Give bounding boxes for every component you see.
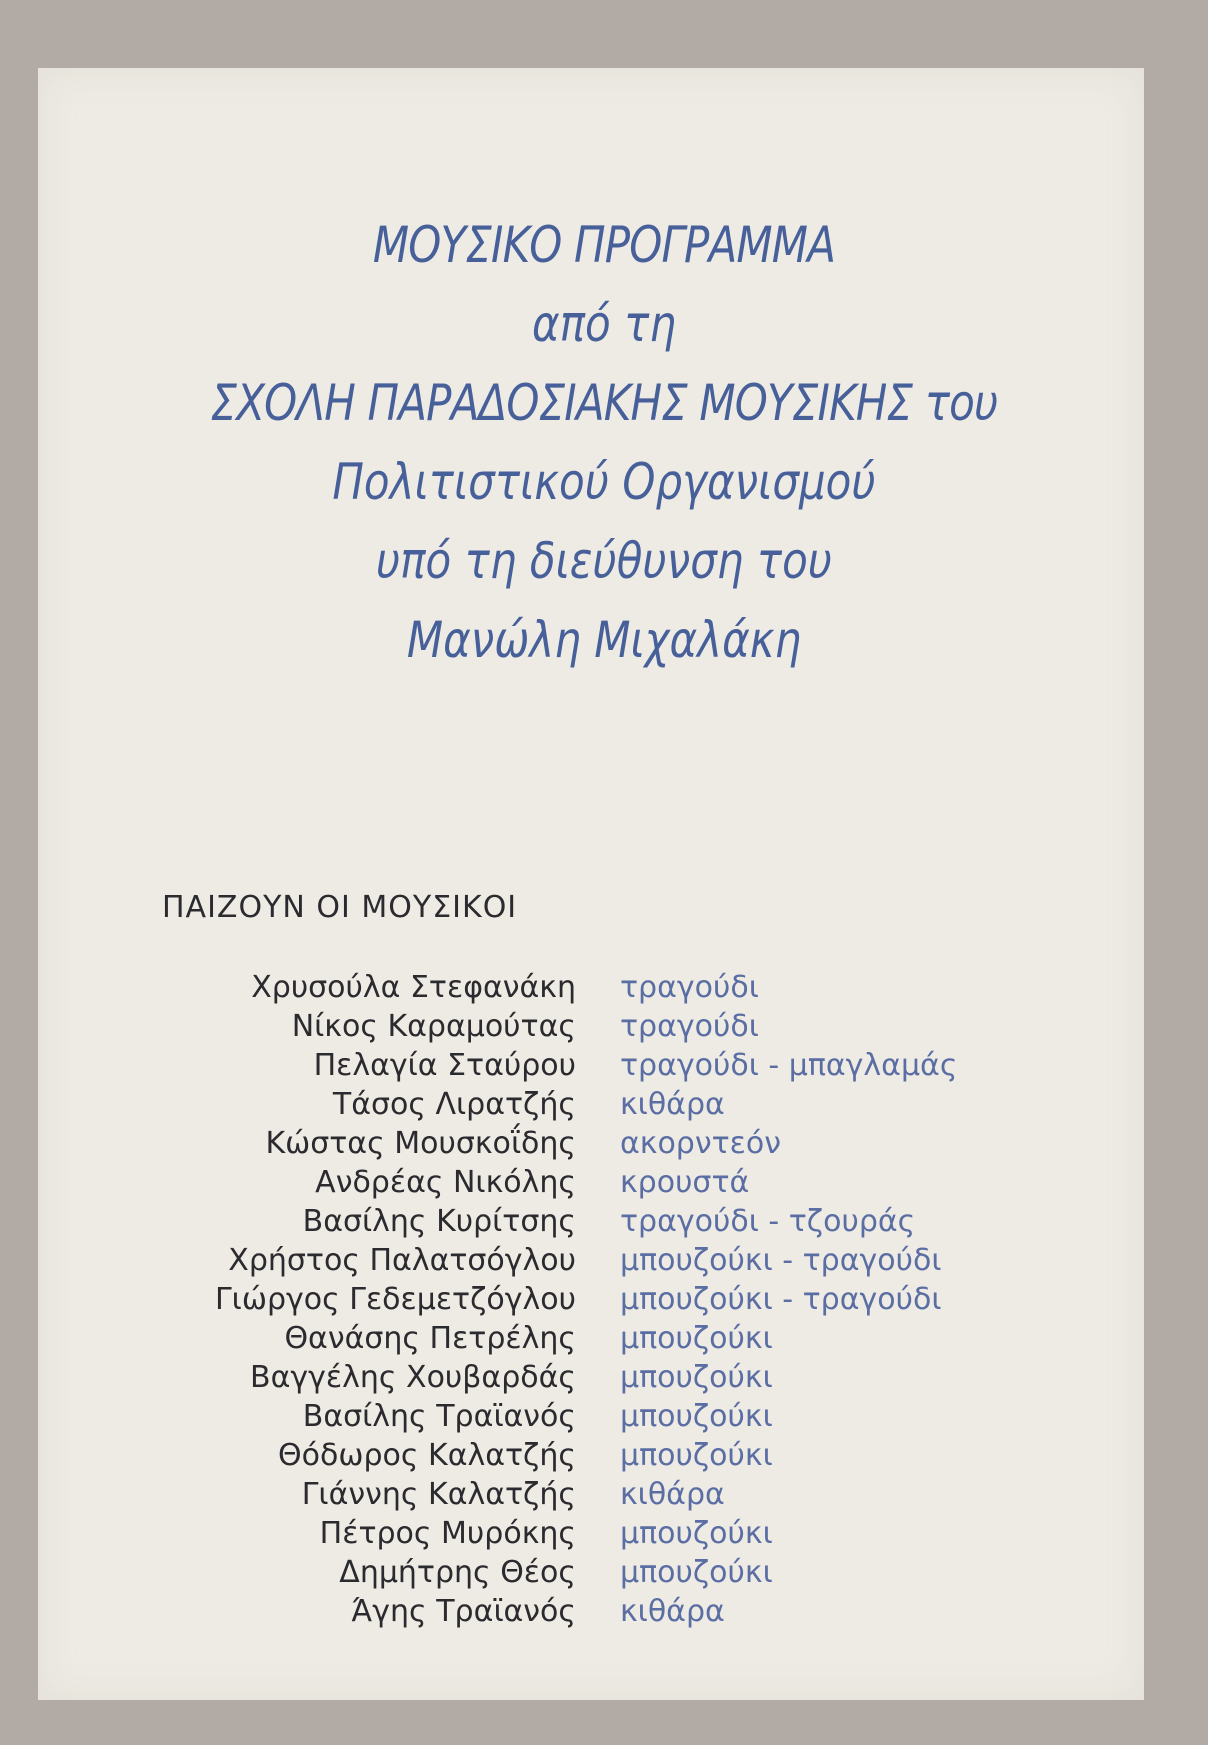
musician-name: Δημήτρης Θέος xyxy=(339,1555,576,1590)
musician-row xyxy=(0,1436,1208,1475)
musician-name: Βασίλης Τραϊανός xyxy=(302,1399,576,1434)
musician-instrument: μπουζούκι xyxy=(620,1555,773,1590)
title-organization: Πολιτιστικού Οργανισμού xyxy=(332,453,876,511)
musician-row xyxy=(0,1202,1208,1241)
musician-instrument: μπουζούκι xyxy=(620,1321,773,1356)
musician-name: Γιώργος Γεδεμετζόγλου xyxy=(214,1282,576,1317)
musician-instrument: μπουζούκι xyxy=(620,1438,773,1473)
musician-instrument: μπουζούκι - τραγούδι xyxy=(620,1243,942,1278)
title-direction: υπό τη διεύθυνση του xyxy=(375,532,833,590)
title-director-name: Μανώλη Μιχαλάκη xyxy=(406,611,802,669)
musician-row xyxy=(0,1124,1208,1163)
musician-row xyxy=(0,1163,1208,1202)
musician-name: Τάσος Λιρατζής xyxy=(332,1087,576,1122)
musician-instrument: μπουζούκι xyxy=(620,1516,773,1551)
musician-instrument: κιθάρα xyxy=(620,1087,725,1122)
musician-row xyxy=(0,1397,1208,1436)
musician-row xyxy=(0,1592,1208,1631)
musician-name: Κώστας Μουσκοΐδης xyxy=(265,1126,576,1161)
musician-name: Χρυσούλα Στεφανάκη xyxy=(251,970,576,1005)
musician-row xyxy=(0,1319,1208,1358)
title-main: ΜΟΥΣΙΚΟ ΠΡΟΓΡΑΜΜΑ xyxy=(372,216,836,274)
musician-row xyxy=(0,1280,1208,1319)
musician-name: Νίκος Καραμούτας xyxy=(291,1009,576,1044)
musician-name: Θόδωρος Καλατζής xyxy=(278,1438,576,1473)
musician-instrument: μπουζούκι - τραγούδι xyxy=(620,1282,942,1317)
title-from: από τη xyxy=(532,295,676,353)
musician-row xyxy=(0,1475,1208,1514)
musician-instrument: κιθάρα xyxy=(620,1594,725,1629)
title-school: ΣΧΟΛΗ ΠΑΡΑΔΟΣΙΑΚΗΣ ΜΟΥΣΙΚΗΣ του xyxy=(210,374,998,432)
musician-name: Γιάννης Καλατζής xyxy=(301,1477,576,1512)
musician-name: Πέτρος Μυρόκης xyxy=(319,1516,576,1551)
musician-row xyxy=(0,1553,1208,1592)
musician-instrument: μπουζούκι xyxy=(620,1399,773,1434)
musician-instrument: κρουστά xyxy=(620,1165,750,1200)
musician-row xyxy=(0,968,1208,1007)
musician-instrument: ακορντεόν xyxy=(620,1126,782,1161)
musician-row xyxy=(0,1007,1208,1046)
musician-instrument: τραγούδι - μπαγλαμάς xyxy=(620,1048,958,1083)
musicians-list xyxy=(0,968,1208,1631)
musician-instrument: μπουζούκι xyxy=(620,1360,773,1395)
musician-name: Πελαγία Σταύρου xyxy=(313,1048,576,1083)
musician-name: Βαγγέλης Χουβαρδάς xyxy=(250,1360,576,1395)
musician-row xyxy=(0,1085,1208,1124)
musician-name: Θανάσης Πετρέλης xyxy=(284,1321,576,1356)
musician-instrument: τραγούδι - τζουράς xyxy=(620,1204,916,1239)
musician-name: Χρήστος Παλατσόγλου xyxy=(228,1243,576,1278)
musician-instrument: κιθάρα xyxy=(620,1477,725,1512)
musician-row xyxy=(0,1241,1208,1280)
musician-row xyxy=(0,1514,1208,1553)
musician-name: Άγης Τραϊανός xyxy=(351,1594,576,1629)
musician-row xyxy=(0,1046,1208,1085)
musician-instrument: τραγούδι xyxy=(620,970,759,1005)
musician-name: Ανδρέας Νικόλης xyxy=(315,1165,576,1200)
musician-name: Βασίλης Κυρίτσης xyxy=(302,1204,576,1239)
musicians-heading: ΠΑΙΖΟΥΝ ΟΙ ΜΟΥΣΙΚΟΙ xyxy=(162,890,518,925)
program-title-block xyxy=(0,206,1208,680)
musician-row xyxy=(0,1358,1208,1397)
musician-instrument: τραγούδι xyxy=(620,1009,759,1044)
